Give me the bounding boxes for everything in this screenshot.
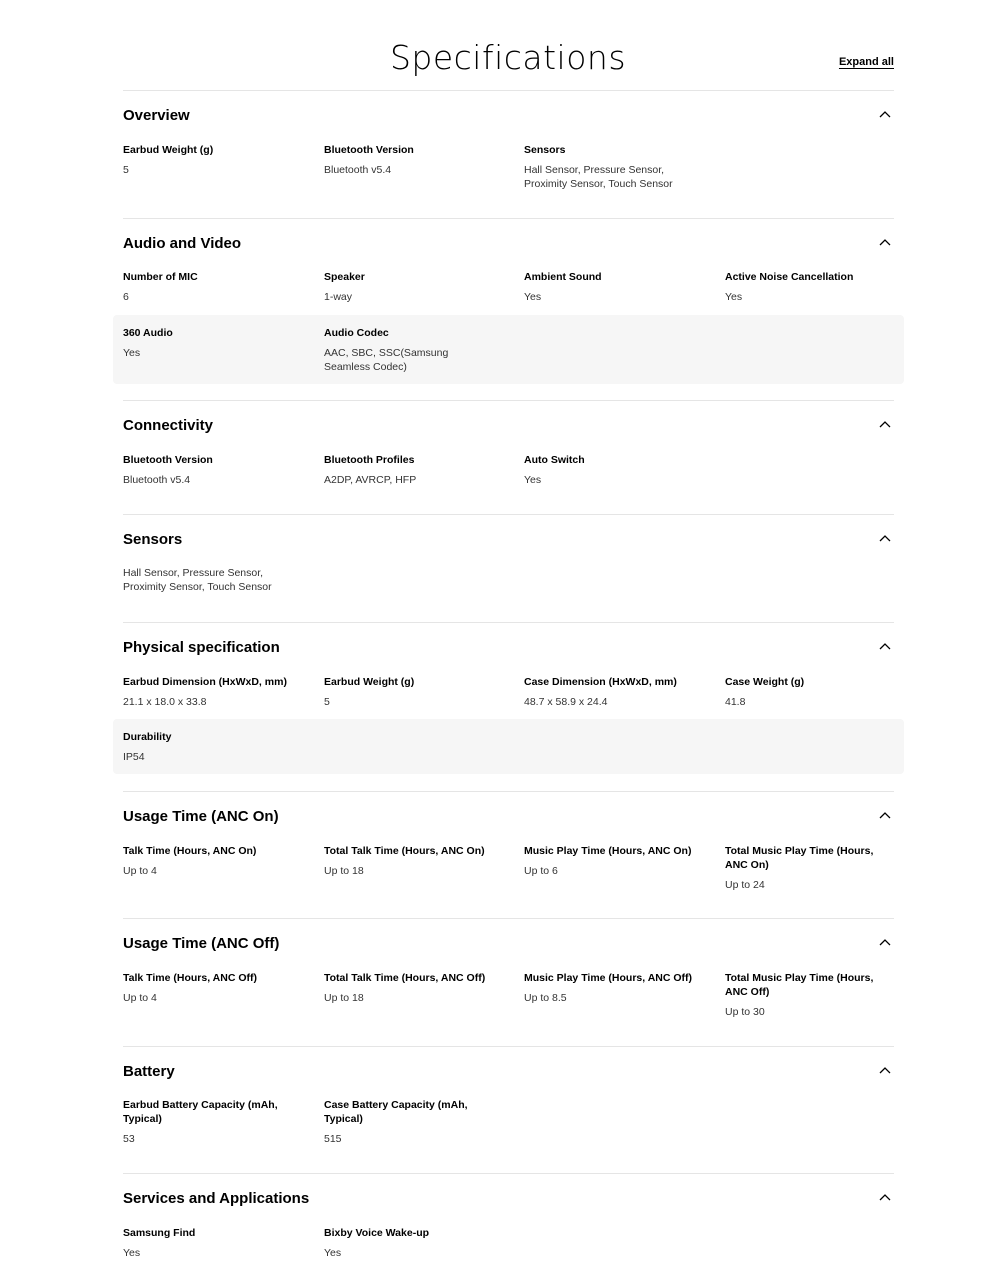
spec-value: Yes bbox=[123, 1247, 141, 1259]
spec-label: Bluetooth Version bbox=[324, 144, 414, 156]
section-battery bbox=[123, 1046, 894, 1145]
spec-value: 21.1 x 18.0 x 33.8 bbox=[123, 696, 207, 708]
spec-item bbox=[324, 270, 496, 304]
spec-item bbox=[524, 675, 696, 709]
spec-label: Total Talk Time (Hours, ANC Off) bbox=[324, 972, 486, 984]
spec-label: Case Weight (g) bbox=[725, 676, 805, 688]
section-header[interactable] bbox=[123, 515, 894, 563]
section-usage-anc-on bbox=[123, 791, 894, 891]
spec-value: IP54 bbox=[123, 751, 145, 763]
section-title: Connectivity bbox=[123, 417, 214, 434]
spec-value: Yes bbox=[524, 291, 542, 303]
spec-value: 6 bbox=[123, 291, 129, 303]
section-services bbox=[123, 1173, 894, 1259]
spec-item bbox=[725, 844, 894, 892]
spec-value: Up to 4 bbox=[123, 865, 157, 877]
page-title: Specifications bbox=[389, 38, 627, 77]
spec-value: Up to 18 bbox=[324, 992, 364, 1004]
spec-label: Case Battery Capacity (mAh, Typical) bbox=[324, 1099, 468, 1125]
spec-label: Talk Time (Hours, ANC Off) bbox=[123, 972, 257, 984]
chevron-up-icon[interactable] bbox=[879, 238, 891, 246]
spec-label: Earbud Dimension (HxWxD, mm) bbox=[123, 676, 287, 688]
section-audio-video bbox=[123, 218, 894, 373]
section-usage-anc-off bbox=[123, 918, 894, 1018]
section-physical bbox=[123, 622, 894, 763]
spec-item bbox=[123, 326, 295, 360]
section-header[interactable] bbox=[123, 623, 894, 671]
spec-value: Yes bbox=[123, 347, 141, 359]
spec-value: Yes bbox=[324, 1247, 342, 1259]
section-overview bbox=[123, 90, 894, 190]
spec-item bbox=[524, 971, 709, 1005]
spec-label: Durability bbox=[123, 731, 172, 743]
spec-item bbox=[123, 844, 295, 878]
chevron-up-icon[interactable] bbox=[879, 110, 891, 118]
section-title: Services and Applications bbox=[123, 1190, 310, 1207]
section-title: Overview bbox=[123, 107, 190, 124]
spec-label: Sensors bbox=[524, 144, 566, 156]
section-connectivity bbox=[123, 400, 894, 486]
spec-value: 53 bbox=[123, 1133, 135, 1145]
spec-value: Up to 30 bbox=[725, 1006, 765, 1018]
spec-item bbox=[324, 326, 494, 374]
spec-row-highlight bbox=[113, 315, 904, 384]
spec-value: Yes bbox=[725, 291, 743, 303]
section-title: Sensors bbox=[123, 531, 183, 548]
spec-value: 41.8 bbox=[725, 696, 746, 708]
spec-item bbox=[524, 270, 696, 304]
section-header[interactable] bbox=[123, 1174, 894, 1222]
spec-item bbox=[324, 143, 496, 177]
spec-label: Total Music Play Time (Hours, ANC On) bbox=[725, 845, 874, 871]
spec-item bbox=[524, 453, 696, 487]
spec-item bbox=[524, 143, 684, 191]
spec-item bbox=[725, 675, 897, 709]
spec-item bbox=[123, 1098, 283, 1146]
spec-item bbox=[123, 971, 295, 1005]
spec-label: Number of MIC bbox=[123, 271, 198, 283]
spec-label: Ambient Sound bbox=[524, 271, 602, 283]
spec-label: Music Play Time (Hours, ANC Off) bbox=[524, 972, 693, 984]
chevron-up-icon[interactable] bbox=[879, 1066, 891, 1074]
spec-item bbox=[725, 971, 894, 1019]
spec-label: Bluetooth Profiles bbox=[324, 454, 415, 466]
section-title: Usage Time (ANC Off) bbox=[123, 935, 280, 952]
spec-label: Samsung Find bbox=[123, 1227, 196, 1239]
section-header[interactable] bbox=[123, 792, 894, 840]
spec-item bbox=[123, 143, 295, 177]
spec-value: AAC, SBC, SSC(Samsung Seamless Codec) bbox=[324, 347, 449, 373]
section-title: Usage Time (ANC On) bbox=[123, 808, 279, 825]
spec-value: 5 bbox=[324, 696, 330, 708]
section-header[interactable] bbox=[123, 1047, 894, 1095]
spec-value: 1-way bbox=[324, 291, 353, 303]
section-header[interactable] bbox=[123, 219, 894, 267]
spec-label: Bluetooth Version bbox=[123, 454, 213, 466]
spec-value: 5 bbox=[123, 164, 129, 176]
spec-item bbox=[324, 971, 504, 1005]
spec-label: Auto Switch bbox=[524, 454, 585, 466]
spec-item bbox=[324, 1226, 496, 1260]
spec-item bbox=[123, 270, 295, 304]
section-header[interactable] bbox=[123, 91, 894, 139]
spec-item bbox=[725, 270, 897, 304]
spec-value: Hall Sensor, Pressure Sensor, Proximity Sensor, Touch Sensor bbox=[123, 567, 272, 593]
chevron-up-icon[interactable] bbox=[879, 420, 891, 428]
spec-row-highlight bbox=[113, 719, 904, 774]
spec-label: Case Dimension (HxWxD, mm) bbox=[524, 676, 677, 688]
expand-all-button[interactable]: Expand all bbox=[838, 56, 894, 68]
spec-label: Total Music Play Time (Hours, ANC Off) bbox=[725, 972, 874, 998]
spec-label: Earbud Battery Capacity (mAh, Typical) bbox=[123, 1099, 278, 1125]
spec-label: Total Talk Time (Hours, ANC On) bbox=[324, 845, 485, 857]
spec-label: Earbud Weight (g) bbox=[123, 144, 214, 156]
chevron-up-icon[interactable] bbox=[879, 642, 891, 650]
chevron-up-icon[interactable] bbox=[879, 811, 891, 819]
spec-value: Up to 4 bbox=[123, 992, 157, 1004]
spec-label: Audio Codec bbox=[324, 327, 389, 339]
spec-item bbox=[324, 1098, 474, 1146]
spec-label: Earbud Weight (g) bbox=[324, 676, 415, 688]
section-title: Audio and Video bbox=[123, 235, 242, 252]
spec-value: Up to 24 bbox=[725, 879, 765, 891]
chevron-up-icon[interactable] bbox=[879, 938, 891, 946]
spec-label: Bixby Voice Wake-up bbox=[324, 1227, 430, 1239]
spec-item bbox=[123, 1226, 295, 1260]
spec-item bbox=[524, 844, 709, 878]
chevron-up-icon[interactable] bbox=[879, 1193, 891, 1201]
spec-value: A2DP, AVRCP, HFP bbox=[324, 474, 417, 486]
spec-label: Speaker bbox=[324, 271, 365, 283]
spec-item bbox=[324, 675, 496, 709]
section-header[interactable] bbox=[123, 919, 894, 967]
spec-item bbox=[324, 453, 496, 487]
spec-item bbox=[324, 844, 504, 878]
spec-label: Music Play Time (Hours, ANC On) bbox=[524, 845, 692, 857]
chevron-up-icon[interactable] bbox=[879, 534, 891, 542]
spec-item bbox=[123, 566, 283, 594]
spec-value: Up to 6 bbox=[524, 865, 558, 877]
spec-item bbox=[123, 675, 295, 709]
spec-value: Bluetooth v5.4 bbox=[123, 474, 191, 486]
spec-value: 515 bbox=[324, 1133, 342, 1145]
section-title: Battery bbox=[123, 1063, 175, 1080]
section-sensors bbox=[123, 514, 894, 593]
spec-value: Bluetooth v5.4 bbox=[324, 164, 392, 176]
spec-label: Talk Time (Hours, ANC On) bbox=[123, 845, 257, 857]
section-header[interactable] bbox=[123, 401, 894, 449]
spec-value: Yes bbox=[524, 474, 542, 486]
section-title: Physical specification bbox=[123, 639, 280, 656]
spec-label: 360 Audio bbox=[123, 327, 173, 339]
spec-value: Hall Sensor, Pressure Sensor, Proximity Sensor, Touch Sensor bbox=[524, 164, 673, 190]
spec-label: Active Noise Cancellation bbox=[725, 271, 854, 283]
spec-value: Up to 18 bbox=[324, 865, 364, 877]
spec-item bbox=[123, 453, 295, 487]
spec-value: Up to 8.5 bbox=[524, 992, 567, 1004]
spec-item bbox=[123, 730, 295, 764]
spec-value: 48.7 x 58.9 x 24.4 bbox=[524, 696, 608, 708]
